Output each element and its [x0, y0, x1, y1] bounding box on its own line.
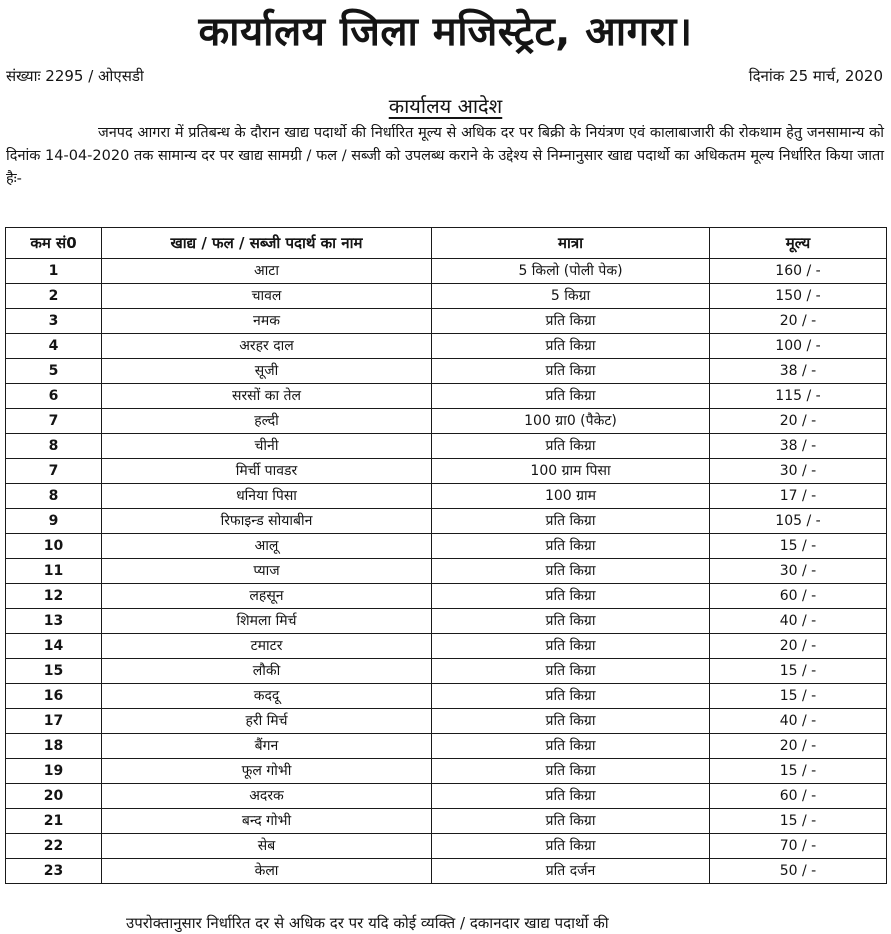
column-header-quantity: मात्रा — [432, 228, 710, 259]
table-row — [6, 859, 887, 884]
price-cell: 30 / - — [710, 559, 887, 584]
item-name-cell: शिमला मिर्च — [102, 609, 432, 634]
table-row — [6, 834, 887, 859]
table-row — [6, 334, 887, 359]
price-cell: 38 / - — [710, 434, 887, 459]
serial-cell: 5 — [6, 359, 102, 384]
quantity-cell: प्रति किग्रा — [432, 734, 710, 759]
quantity-cell: प्रति किग्रा — [432, 584, 710, 609]
quantity-cell: प्रति किग्रा — [432, 684, 710, 709]
item-name-cell: बैंगन — [102, 734, 432, 759]
order-date: दिनांक 25 मार्च, 2020 — [748, 67, 883, 85]
serial-cell: 17 — [6, 709, 102, 734]
footer-paragraph: उपरोक्तानुसार निर्धारित दर से अधिक दर पर यदि कोई व्यक्ति / दकानदार खाद्य पदार्थो की — [126, 914, 609, 932]
serial-cell: 6 — [6, 384, 102, 409]
table-row — [6, 484, 887, 509]
quantity-cell: प्रति किग्रा — [432, 784, 710, 809]
quantity-cell: प्रति किग्रा — [432, 334, 710, 359]
price-cell: 15 / - — [710, 534, 887, 559]
table-row — [6, 384, 887, 409]
item-name-cell: लौकी — [102, 659, 432, 684]
price-cell: 38 / - — [710, 359, 887, 384]
price-cell: 20 / - — [710, 634, 887, 659]
serial-cell: 19 — [6, 759, 102, 784]
price-cell: 20 / - — [710, 309, 887, 334]
quantity-cell: प्रति किग्रा — [432, 559, 710, 584]
serial-cell: 23 — [6, 859, 102, 884]
quantity-cell: 100 ग्राम पिसा — [432, 459, 710, 484]
serial-cell: 7 — [6, 409, 102, 434]
serial-cell: 18 — [6, 734, 102, 759]
item-name-cell: सूजी — [102, 359, 432, 384]
table-row — [6, 559, 887, 584]
order-heading — [0, 93, 891, 119]
quantity-cell: प्रति किग्रा — [432, 534, 710, 559]
item-name-cell: मिर्ची पावडर — [102, 459, 432, 484]
price-cell: 15 / - — [710, 684, 887, 709]
item-name-cell: चीनी — [102, 434, 432, 459]
item-name-cell: रिफाइन्ड सोयाबीन — [102, 509, 432, 534]
serial-cell: 16 — [6, 684, 102, 709]
price-cell: 15 / - — [710, 659, 887, 684]
serial-cell: 14 — [6, 634, 102, 659]
quantity-cell: प्रति किग्रा — [432, 434, 710, 459]
table-row — [6, 609, 887, 634]
table-row — [6, 659, 887, 684]
column-header-serial: कम सं0 — [6, 228, 102, 259]
item-name-cell: अदरक — [102, 784, 432, 809]
item-name-cell: प्याज — [102, 559, 432, 584]
serial-cell: 9 — [6, 509, 102, 534]
quantity-cell: प्रति किग्रा — [432, 834, 710, 859]
quantity-cell: 100 ग्राम — [432, 484, 710, 509]
price-cell: 17 / - — [710, 484, 887, 509]
price-cell: 160 / - — [710, 259, 887, 284]
price-cell: 60 / - — [710, 784, 887, 809]
table-row — [6, 509, 887, 534]
table-row — [6, 284, 887, 309]
quantity-cell: प्रति किग्रा — [432, 759, 710, 784]
item-name-cell: टमाटर — [102, 634, 432, 659]
quantity-cell: प्रति किग्रा — [432, 809, 710, 834]
quantity-cell: प्रति किग्रा — [432, 709, 710, 734]
table-row — [6, 359, 887, 384]
table-row — [6, 434, 887, 459]
serial-cell: 21 — [6, 809, 102, 834]
item-name-cell: चावल — [102, 284, 432, 309]
order-heading-text: कार्यालय आदेश — [388, 94, 503, 118]
serial-cell: 4 — [6, 334, 102, 359]
serial-cell: 10 — [6, 534, 102, 559]
table-row — [6, 459, 887, 484]
quantity-cell: प्रति किग्रा — [432, 384, 710, 409]
table-header-row — [6, 228, 887, 259]
item-name-cell: कददू — [102, 684, 432, 709]
item-name-cell: अरहर दाल — [102, 334, 432, 359]
serial-cell: 7 — [6, 459, 102, 484]
intro-paragraph: जनपद आगरा में प्रतिबन्ध के दौरान खाद्य पदार्थो की निर्धारित मूल्य से अधिक दर पर बिक्री के नियंत्रण एवं कालाबाजारी की रोकथाम हेतु जनसामान्य को दिनांक 14-04-2020 तक सामान्य दर पर खाद्य सामग्री / फल / सब्जी को उपलब्ध कराने के उद्देश्य से निम्नानुसार खाद्य पदार्थो का अधिकतम मूल्य निर्धारित किया जाता हैः- — [6, 125, 884, 187]
serial-cell: 15 — [6, 659, 102, 684]
quantity-cell: प्रति किग्रा — [432, 359, 710, 384]
item-name-cell: सेब — [102, 834, 432, 859]
item-name-cell: बन्द गोभी — [102, 809, 432, 834]
price-cell: 40 / - — [710, 609, 887, 634]
serial-cell: 8 — [6, 484, 102, 509]
table-row — [6, 709, 887, 734]
quantity-cell: 5 किलो (पोली पेक) — [432, 259, 710, 284]
serial-cell: 1 — [6, 259, 102, 284]
quantity-cell: प्रति किग्रा — [432, 659, 710, 684]
item-name-cell: फूल गोभी — [102, 759, 432, 784]
serial-cell: 11 — [6, 559, 102, 584]
price-cell: 150 / - — [710, 284, 887, 309]
serial-cell: 2 — [6, 284, 102, 309]
quantity-cell: प्रति दर्जन — [432, 859, 710, 884]
office-title: कार्यालय जिला मजिस्ट्रेट, आगरा। — [198, 9, 693, 55]
serial-cell: 8 — [6, 434, 102, 459]
quantity-cell: प्रति किग्रा — [432, 609, 710, 634]
table-row — [6, 759, 887, 784]
price-table — [5, 227, 887, 884]
quantity-cell: 5 किग्रा — [432, 284, 710, 309]
item-name-cell: आलू — [102, 534, 432, 559]
serial-cell: 20 — [6, 784, 102, 809]
price-cell: 60 / - — [710, 584, 887, 609]
quantity-cell: प्रति किग्रा — [432, 309, 710, 334]
price-cell: 115 / - — [710, 384, 887, 409]
item-name-cell: हरी मिर्च — [102, 709, 432, 734]
quantity-cell: प्रति किग्रा — [432, 509, 710, 534]
price-cell: 50 / - — [710, 859, 887, 884]
serial-cell: 3 — [6, 309, 102, 334]
item-name-cell: सरसों का तेल — [102, 384, 432, 409]
price-cell: 105 / - — [710, 509, 887, 534]
price-cell: 40 / - — [710, 709, 887, 734]
column-header-price: मूल्य — [710, 228, 887, 259]
price-cell: 20 / - — [710, 409, 887, 434]
table-row — [6, 809, 887, 834]
price-cell: 15 / - — [710, 759, 887, 784]
table-row — [6, 784, 887, 809]
item-name-cell: नमक — [102, 309, 432, 334]
reference-number: संख्याः 2295 / ओएसडी — [6, 67, 144, 85]
table-row — [6, 259, 887, 284]
table-row — [6, 409, 887, 434]
quantity-cell: प्रति किग्रा — [432, 634, 710, 659]
table-row — [6, 584, 887, 609]
table-row — [6, 684, 887, 709]
table-row — [6, 534, 887, 559]
serial-cell: 12 — [6, 584, 102, 609]
price-table-body — [6, 259, 887, 884]
item-name-cell: धनिया पिसा — [102, 484, 432, 509]
serial-cell: 22 — [6, 834, 102, 859]
item-name-cell: आटा — [102, 259, 432, 284]
table-row — [6, 634, 887, 659]
item-name-cell: केला — [102, 859, 432, 884]
table-row — [6, 734, 887, 759]
table-row — [6, 309, 887, 334]
price-cell: 30 / - — [710, 459, 887, 484]
price-cell: 70 / - — [710, 834, 887, 859]
quantity-cell: 100 ग्रा0 (पैकेट) — [432, 409, 710, 434]
column-header-item-name: खाद्य / फल / सब्जी पदार्थ का नाम — [102, 228, 432, 259]
price-cell: 15 / - — [710, 809, 887, 834]
item-name-cell: हल्दी — [102, 409, 432, 434]
price-cell: 20 / - — [710, 734, 887, 759]
item-name-cell: लहसून — [102, 584, 432, 609]
serial-cell: 13 — [6, 609, 102, 634]
price-cell: 100 / - — [710, 334, 887, 359]
